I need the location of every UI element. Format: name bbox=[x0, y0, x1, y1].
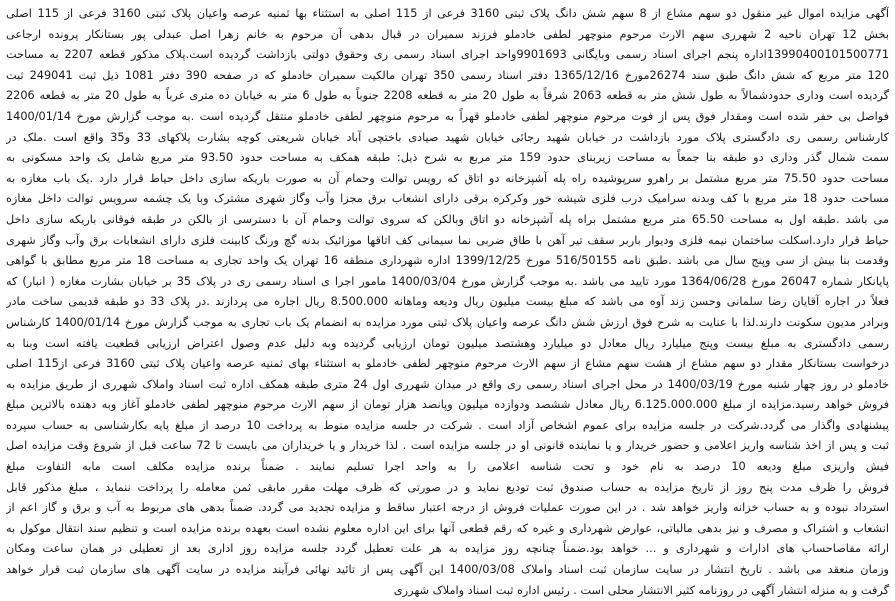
notice-line: گردیده است وداری حدودشمالاً به طول شش متر به قطعه 2063 شرقاً به طول 20 متر به قطعه 2208 جنوباً به طول 6 متر به خیابان ده متری غرباً به طول 20 متر به قطعه 2206 bbox=[6, 89, 889, 103]
notice-line: حیاط قرار دارد.اسکلت ساختمان نیمه فلزی ودیوار باربر سقف تیر آهن با طاق ضربی نما سیمانی کف اتاقها موزائیک بدنه گچ ورنگ کابینت فلزی دارای انشعابات برق وآب وگاز شهری bbox=[6, 233, 889, 247]
notice-line: 13990400101500771اداره پنجم اجرای اسناد رسمی وبایگانی 9901693واحد اجرای اسناد رسمی ری وحقوق دولتی بازداشت گردیده است.پلاک مذکور قطعه 2207 به مساحت bbox=[6, 48, 889, 62]
notice-line: سمت شمال گذر وداری دو طبقه بنا جمعاً به مساحت زیربنای حدود 159 متر مربع به شرح ذیل: طبقه همکف به مساحت حدود 93.50 متر مربع شامل یک واحد مسکونی به bbox=[6, 151, 889, 165]
notice-line: می باشد .طبقه اول به مساحت 65.50 متر مربع مشتمل براه پله آشپزخانه دو اتاق وبالکن که سروی توالت وحمام آن با دسترسی از بالکن در طبقه فوقانی باریکه سازی داخل bbox=[6, 212, 889, 226]
notice-line: فیش واریزی مبلغ ودیعه 10 درصد به نام خود و تحت شناسه اعلامی را به واحد اجرا تسلیم نمایند . ضمناً برنده مزایده مکلف است مابه التفاوت مبلغ bbox=[6, 460, 889, 474]
notice-line: مساحت حدود 18 متر مربع با کف وبدنه سرامیک درب فلزی شیشه خور وکرکره برقی دارای انشعاب برق مجزا وآب وگاز شهری مشترک وبا یک چشمه سرویس توالت داخل مغازه bbox=[6, 192, 889, 206]
notice-line: 120 متر مربع که شش دانگ طبق سند 26274مورخ 1365/12/16 دفتر اسناد رسمی 350 تهران مالکیت سمیران خادملو که در صفحه 390 دفتر 1081 ذیل ثبت 249041 ثبت bbox=[6, 68, 889, 82]
notice-line: پایانکار شماره 26047 مورخ 1364/06/28 مورد تایید می باشد .به موجب گزارش مورخ 1400/03/04 مامور اجرا ی اسناد رسمی ری در پلاک 35 بر خیابان بشارت مغازه ( انبار) که bbox=[6, 274, 889, 288]
notice-line: مساحت حدود 75.50 متر مربع مشتمل بر راهرو سرپوشیده راه پله آشپزخانه دو اتاق که رویس توالت وحمام آن به صورت باریکه سازی داخل حیاط قرار دارد .یک باب مغازه به bbox=[6, 171, 889, 185]
notice-line: بخش 12 تهران ناحیه 2 شهرری سهم الارث مرحوم منوچهر لطفی خادملو فرزند سمیران در قبال بدهی آن مرحوم به خانم زهرا اصل عبدلی پور بستانکار پرونده ارجاعی bbox=[6, 27, 889, 41]
notice-line: ارائه مفاصاحساب های ادارات و شهرداری و ... خواهد بود.ضمناً چنانچه روز مزایده به هر علت تعطیل گردد جلسه مزایده روز اداری بعد از تعطیلی در همان ساعت ومکان bbox=[6, 542, 889, 556]
notice-line: وبرادر مدیون سکونت دارند.لذا با عنایت به شرح فوق ارزش شش دانگ عرصه واعیان پلاک ثبتی مورد مزایده به انضمام یک باب تجاری به موجب گزارش مورخ 1400/01/14 کارشناس bbox=[6, 315, 889, 329]
notice-line: ثبت و پس از اخذ شناسه واریز اعلامی و حضور خریدار و یا نماینده قانونی او در جلسه مزایده است . لذا خریدار و یا خریداران می بایست تا 72 ساعت قبل از شروع وقت مزایده اصل bbox=[6, 439, 889, 453]
notice-line: کارشناس رسمی ری دادگستری پلاک مورد بازداشت در خیابان شهید رجائی خیابان شهید صیادی باختچی آباد خیابان شریعتی کوچه بشارت پلاکهای 33 و35 واقع است .ملک در bbox=[6, 130, 889, 144]
notice-line: درخواست بستانکار مقدار دو سهم مشاع از هشت سهم مشاع از سهم الارث مرحوم منوچهر لطفی خادملو به استثناء بهای ثمنیه عرصه واعیان پلاک ثبتی 3160 فرعی از115 اصلی bbox=[6, 357, 889, 371]
notice-line: انشعاب و اشتراک و مصرف و نیز بدهی مالیاتی، عوارض شهرداری و غیره که رقم قطعی آنها برای این اداره معلوم نشده است بعهده برنده مزایده است و تنظیم سند انتقال موکول به bbox=[6, 521, 889, 535]
notice-line: استرداد نبوده و به حساب خزانه واریز خواهد شد . در این صورت عملیات فروش از درجه اعتبار ساقط و مزایده تجدید می گردد. ضمناً بدهی های مربوط به آب و برق و گاز اعم از bbox=[6, 501, 889, 515]
notice-line: پیشنهادی واگذار می گردد.شرکت در جلسه مزایده برای عموم اشخاص آزاد است . شرکت در جلسه مزایده منوط به پرداخت 10 درصد از مبلغ پایه بکارشناسی به حساب سپرده bbox=[6, 418, 889, 432]
notice-line: وزمان منعقد می باشد . تاریخ انتشار در سایت سازمان ثبت اسناد واملاک 1400/03/08 این آگهی پس از تائید نهائی فرآیند مزایده در سایت آگهی های سازمان ثبت قرار خواهد bbox=[6, 563, 889, 577]
notice-line: فروش خواهد رسید.مزایده از مبلغ 6.125.000.000 ریال معادل ششصد ودوازده میلیون وپانصد هزار تومان از سهم الارث مرحوم منوچهر لطفی خادملو آغاز وبه دهنده بالاترین مبلغ bbox=[6, 398, 889, 412]
notice-line: آگهی مزایده اموال غیر منقول دو سهم مشاع از 8 سهم شش دانگ پلاک ثبتی 3160 فرعی از 115 اصلی به استثناء بها ثمنیه عرصه واعیان پلاک ثبتی 3160 فرعی از 115 اصلی bbox=[6, 7, 889, 20]
notice-line: رسمی دادگستری به مبلغ بیست وپنج میلیارد ریال معادل دو میلیارد وهشتصد میلیون تومان ارزیابی گردیده وبه دلیل عدم وصول اعتراض ارزیابی قطعیت یافته است وبنا به bbox=[6, 336, 889, 350]
notice-line: فروش را ظرف مدت پنج روز از تاریخ مزایده به حساب صندوق ثبت تودیع نماید و در صورتی که ظرف مهلت مقرر مابقی ثمن معامله را پرداخت ننماید ، مبلغ مذکور قابل bbox=[6, 480, 889, 494]
notice-line-last: گرفت و به منزله انتشار آگهی در روزنامه کثیر الانتشار محلی است . رئیس اداره ثبت اسناد واملاک شهرری bbox=[393, 583, 889, 597]
notice-line: فعلاً در اجاره آقایان رضا سلمانی وحسن زند آوه می باشد که مبلغ بیست میلیون ریال ودیعه وماهانه 8.500.000 ریال اجاره می پردازند .در پلاک 33 دو طبقه قدیمی ساخت مادر bbox=[6, 295, 889, 309]
notice-line: خادملو در روز چهار شنبه مورخ 1400/03/19 در محل اجرای اسناد رسمی ری واقع در میدان شهرری اول 24 متری طبقه همکف اداره ثبت اسناد واملاک شهرری از طریق مزایده به bbox=[6, 377, 889, 391]
notice-line: فواصل بی حفر شده است ومقدار فوق پس از فوت مرحوم منوچهر لطفی خادملو قهراً به مرحوم منوچهر لطفی خادملو منتقل گردیده است .به موجب گزارش مورخ 1400/01/14 bbox=[6, 109, 889, 123]
notice-line: وقدمت بنا بیش از سی وپنج سال می باشد .طبق نامه 516/50155 مورخ 1399/12/25 اداره شهرداری منطقه 16 تهران یک واحد تجاری به مساحت 18 متر مربع مطابق با گواهی bbox=[6, 254, 889, 268]
